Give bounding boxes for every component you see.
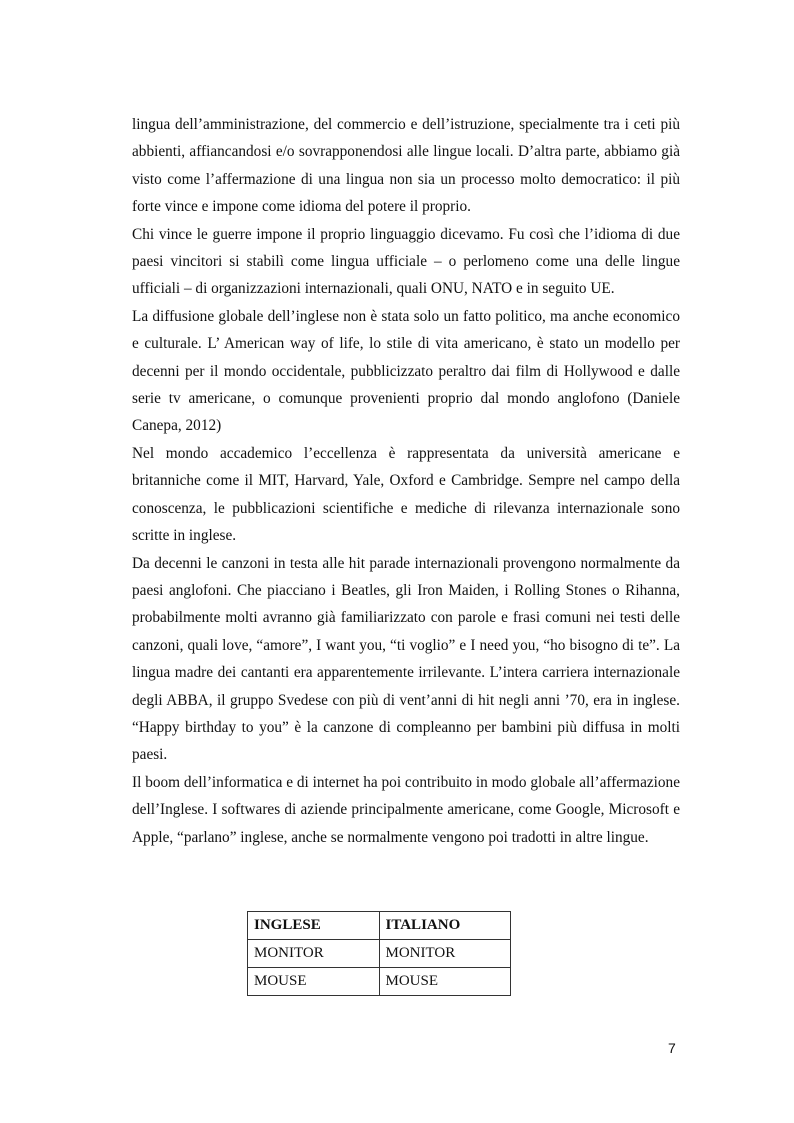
paragraph: La diffusione globale dell’inglese non è stata solo un fatto politico, ma anche economico e culturale. L’ American way of life, lo stile di vita americano, è stato un modello per decenni per il mondo occidentale, pubblicizzato peraltro dai film di Hollywood e dalle serie tv americane, o comunque provenienti proprio dal mondo anglofono (Daniele Canepa, 2012) [132, 307, 680, 435]
table-header-cell: INGLESE [248, 912, 380, 940]
paragraph: Il boom dell’informatica e di internet ha poi contribuito in modo globale all’affermazione dell’Inglese. I softwares di aziende principalmente americane, come Google, Microsoft e Apple, “parlano” inglese, anche se normalmente vengono poi tradotti in altre lingue. [132, 773, 680, 846]
terms-table [247, 911, 511, 996]
table-cell: MOUSE [248, 968, 380, 996]
table-cell: MONITOR [248, 940, 380, 968]
table-header-cell: ITALIANO [379, 912, 511, 940]
table-cell: MONITOR [379, 940, 511, 968]
page-number: 7 [668, 1040, 676, 1056]
paragraph: lingua dell’amministrazione, del commercio e dell’istruzione, specialmente tra i ceti più abbienti, affiancandosi e/o sovrapponendosi alle lingue locali. D’altra parte, abbiamo già visto come l’affermazione di una lingua non sia un processo molto democratico: il più forte vince e impone come idioma del potere il proprio. [132, 116, 680, 216]
table-cell: MOUSE [379, 968, 511, 996]
table-row [248, 940, 511, 968]
paragraph: Chi vince le guerre impone il proprio linguaggio dicevamo. Fu così che l’idioma di due paesi vincitori si stabilì come lingua ufficiale – o perlomeno come una delle lingue ufficiali – di organizzazioni internazionali, quali ONU, NATO e in seguito UE. [132, 225, 680, 298]
paragraph: Da decenni le canzoni in testa alle hit parade internazionali provengono normalmente da paesi anglofoni. Che piacciano i Beatles, gli Iron Maiden, i Rolling Stones o Rihanna, probabilmente molti avranno già familiarizzato con parole e frasi comuni nei testi delle canzoni, quali love, “amore”, I want you, “ti voglio” e I need you, “ho bisogno di te”. La lingua madre dei cantanti era apparentemente irrilevante. L’intera carriera internazionale degli ABBA, il gruppo Svedese con più di vent’anni di hit negli anni ’70, era in inglese. “Happy birthday to you” è la canzone di compleanno per bambini più diffusa in molti paesi. [132, 554, 680, 764]
paragraph: Nel mondo accademico l’eccellenza è rappresentata da università americane e britanniche come il MIT, Harvard, Yale, Oxford e Cambridge. Sempre nel campo della conoscenza, le pubblicazioni scientifiche e mediche di rilevanza internazionale sono scritte in inglese. [132, 444, 680, 545]
table-header-row [248, 912, 511, 940]
body-text [132, 111, 680, 851]
table-row [248, 968, 511, 996]
terms-table-container [247, 911, 511, 996]
